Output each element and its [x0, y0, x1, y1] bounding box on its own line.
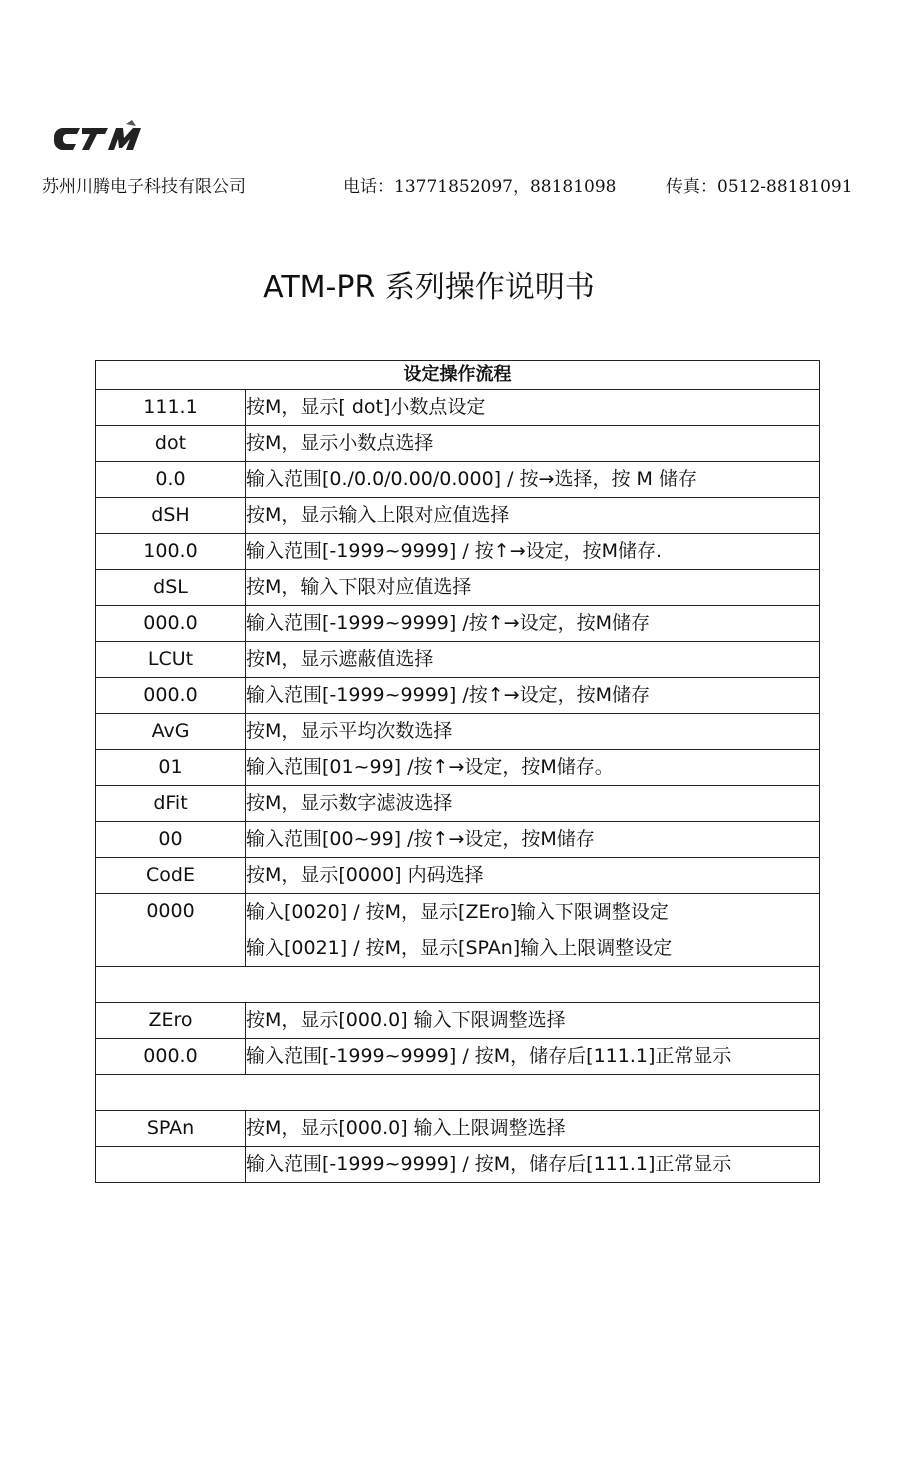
instruction-cell — [246, 858, 820, 894]
instruction-cell — [246, 894, 820, 967]
instruction-cell — [246, 1111, 820, 1147]
display-code-cell — [96, 1147, 246, 1183]
instruction-text: 输入[0020] / 按M，显示[ZEro]输入下限调整设定 — [246, 901, 669, 923]
table-row — [96, 570, 820, 606]
display-code-cell: 111.1 — [96, 390, 246, 426]
instruction-text: 输入范围[-1999~9999] / 按M，储存后[111.1]正常显示 — [246, 1045, 732, 1067]
instruction-text: 输入范围[-1999~9999] / 按↑→设定，按M储存. — [246, 540, 663, 562]
display-code-cell: dot — [96, 426, 246, 462]
table-body — [96, 390, 820, 1183]
instruction-text: 按M，显示输入上限对应值选择 — [246, 504, 510, 526]
table-row — [96, 642, 820, 678]
company-header — [42, 172, 860, 200]
instruction-cell — [246, 750, 820, 786]
spacer-cell — [96, 967, 820, 1003]
display-code-cell: 000.0 — [96, 678, 246, 714]
company-name: 苏州川腾电子科技有限公司 — [42, 177, 246, 197]
instruction-cell — [246, 642, 820, 678]
table-row — [96, 462, 820, 498]
instruction-text: 按M，显示平均次数选择 — [246, 720, 453, 742]
instruction-cell — [246, 606, 820, 642]
display-code-cell: LCUt — [96, 642, 246, 678]
table-heading: 设定操作流程 — [96, 361, 820, 390]
table-row — [96, 786, 820, 822]
instruction-text: 按M，显示数字滤波选择 — [246, 792, 453, 814]
instruction-text: 按M，显示[000.0] 输入下限调整选择 — [246, 1009, 566, 1031]
instruction-text: 按M，显示[000.0] 输入上限调整选择 — [246, 1117, 566, 1139]
instruction-text: 输入范围[-1999~9999] / 按M，储存后[111.1]正常显示 — [246, 1153, 732, 1175]
instruction-cell — [246, 678, 820, 714]
table-row — [96, 1039, 820, 1075]
instruction-cell — [246, 1003, 820, 1039]
display-code-cell: 0.0 — [96, 462, 246, 498]
instruction-cell — [246, 498, 820, 534]
instruction-cell — [246, 822, 820, 858]
ctm-logo — [48, 118, 148, 158]
table-row — [96, 1003, 820, 1039]
table-row — [96, 750, 820, 786]
instruction-cell — [246, 1039, 820, 1075]
table-row — [96, 498, 820, 534]
table-row — [96, 1111, 820, 1147]
display-code-cell: 00 — [96, 822, 246, 858]
instruction-text: 输入范围[-1999~9999] /按↑→设定，按M储存 — [246, 684, 650, 706]
instruction-cell — [246, 570, 820, 606]
display-code-cell: CodE — [96, 858, 246, 894]
table-row — [96, 858, 820, 894]
fax-number: 传真：0512-88181091 — [666, 177, 853, 197]
instruction-cell — [246, 462, 820, 498]
display-code-cell: dFit — [96, 786, 246, 822]
table-header-row — [96, 361, 820, 390]
instruction-text: 输入范围[0./0.0/0.00/0.000] / 按→选择，按 M 储存 — [246, 468, 697, 490]
instruction-text: 按M，显示遮蔽值选择 — [246, 648, 434, 670]
instruction-text: 输入范围[-1999~9999] /按↑→设定，按M储存 — [246, 612, 650, 634]
phone-number: 电话：13771852097，88181098 — [343, 177, 617, 197]
table-row — [96, 678, 820, 714]
table-row — [96, 822, 820, 858]
display-code-cell: 0000 — [96, 894, 246, 967]
instruction-cell — [246, 714, 820, 750]
table-spacer-row — [96, 967, 820, 1003]
display-code-cell: AvG — [96, 714, 246, 750]
display-code-cell: 000.0 — [96, 606, 246, 642]
table-row — [96, 894, 820, 967]
table-row — [96, 1147, 820, 1183]
instruction-cell — [246, 1147, 820, 1183]
table-row — [96, 390, 820, 426]
display-code-cell: 100.0 — [96, 534, 246, 570]
instruction-text: 输入[0021] / 按M，显示[SPAn]输入上限调整设定 — [246, 937, 673, 959]
instruction-cell — [246, 426, 820, 462]
display-code-cell: SPAn — [96, 1111, 246, 1147]
table-spacer-row — [96, 1075, 820, 1111]
instruction-cell — [246, 786, 820, 822]
display-code-cell: 000.0 — [96, 1039, 246, 1075]
instruction-text: 按M，显示[ dot]小数点设定 — [246, 396, 486, 418]
table-row — [96, 606, 820, 642]
instruction-text: 输入范围[01~99] /按↑→设定，按M储存。 — [246, 756, 614, 778]
table-row — [96, 534, 820, 570]
display-code-cell: dSL — [96, 570, 246, 606]
instruction-text: 按M，显示[0000] 内码选择 — [246, 864, 484, 886]
table-row — [96, 714, 820, 750]
instruction-text: 按M，输入下限对应值选择 — [246, 576, 472, 598]
instruction-cell — [246, 390, 820, 426]
setup-procedure-table — [95, 360, 820, 1183]
display-code-cell: ZEro — [96, 1003, 246, 1039]
spacer-cell — [96, 1075, 820, 1111]
instruction-text: 输入范围[00~99] /按↑→设定，按M储存 — [246, 828, 595, 850]
instruction-text: 按M，显示小数点选择 — [246, 432, 434, 454]
table-row — [96, 426, 820, 462]
display-code-cell: dSH — [96, 498, 246, 534]
document-title: ATM-PR 系列操作说明书 — [263, 270, 595, 305]
instruction-cell — [246, 534, 820, 570]
display-code-cell: 01 — [96, 750, 246, 786]
